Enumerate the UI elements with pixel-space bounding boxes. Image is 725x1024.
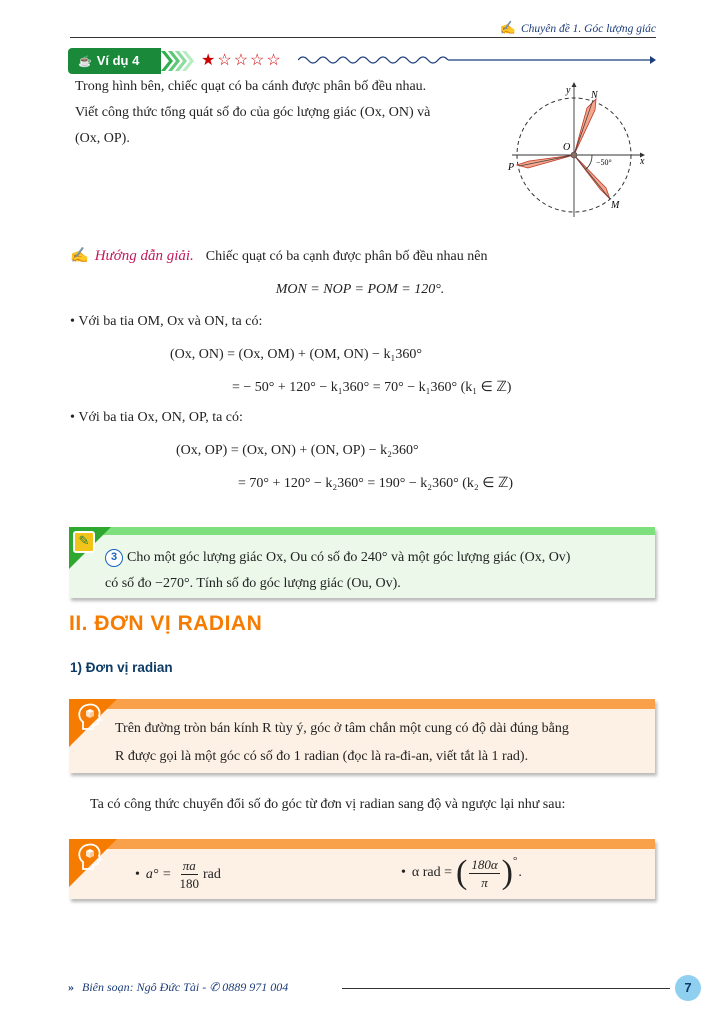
decorative-wave (298, 52, 658, 68)
definition-text (115, 715, 645, 771)
head-cube-icon (77, 703, 103, 731)
page-header (70, 14, 656, 38)
eq1-line1: (Ox, ON) = (Ox, OM) + (OM, ON) − k₁360° (170, 347, 422, 362)
solution-intro: Chiếc quạt có ba cạnh được phân bố đều nhau nên (205, 249, 488, 264)
label-y: y (566, 85, 571, 96)
guide-label-wrap (70, 248, 194, 264)
bullet-1: Với ba tia OM, Ox và ON, ta có: (78, 314, 263, 329)
example-label-pill (68, 48, 161, 74)
bullet-2-wrap (70, 410, 243, 426)
formula-2 (401, 853, 522, 893)
pencil-note-icon: ✎ (73, 531, 95, 553)
angle-label: −50° (596, 158, 612, 167)
example-label: Ví dụ 4 (96, 53, 140, 68)
chevrons-icon (161, 51, 201, 71)
example-banner (68, 48, 658, 74)
footer-author-wrap (68, 980, 288, 995)
double-chevron-icon: » (68, 980, 74, 994)
formula-box (69, 839, 655, 899)
formula-1-bullet: • (135, 866, 140, 882)
formula-2-lhs: α rad = (411, 865, 453, 880)
bullet-dot-2: • (70, 410, 79, 425)
footer-author: Biên soạn: Ngô Đức Tài - ✆ 0889 971 004 (82, 980, 289, 994)
bullet-2: Với ba tia Ox, ON, OP, ta có: (78, 410, 243, 425)
exercise-line-1: Cho một góc lượng giác Ox, Ou có số đo 240° và một góc lượng giác (Ox, Ov) (127, 550, 571, 565)
bullet-1-wrap (70, 314, 262, 330)
difficulty-stars: ★☆☆☆☆ (201, 50, 283, 69)
problem-line-3: (Ox, OP). (75, 131, 130, 146)
eq2-line2: = 70° + 120° − k₂360° = 190° − k₂360° (k₂ ∈ ℤ) (238, 476, 514, 491)
label-P: P (508, 162, 515, 173)
label-x: x (640, 156, 645, 167)
header-title: Chuyên đề 1. Góc lượng giác (520, 23, 656, 35)
coffee-cup-icon: ☕ (78, 56, 92, 68)
problem-line-1: Trong hình bên, chiếc quạt có ba cánh được phân bố đều nhau. (75, 79, 427, 94)
formula-1-denominator: 180 (179, 876, 199, 891)
definition-box (69, 699, 655, 773)
pen-icon: ✍ (70, 248, 89, 264)
formula-2-fraction (469, 856, 499, 891)
head-cube-icon-2 (77, 843, 103, 871)
arc-equation-wrap (200, 282, 520, 298)
formula-1 (135, 857, 221, 892)
label-O: O (563, 142, 571, 153)
exercise-line-2: có số đo −270°. Tính số đo góc lượng giác (Ou, Ov). (105, 576, 401, 591)
subsection-title: 1) Đơn vị radian (70, 660, 173, 675)
label-N: N (591, 90, 598, 101)
problem-line-2: Viết công thức tổng quát số đo của góc lượng giác (Ox, ON) và (75, 105, 431, 120)
exercise-text (105, 545, 645, 597)
guide-label: Hướng dẫn giải. (94, 248, 194, 264)
solution-intro-line (70, 246, 487, 265)
edit-icon: ✍ (499, 20, 516, 35)
definition-line-2: R được gọi là một góc có số đo 1 radian (đọc là ra-đi-an, viết tắt là 1 rad). (115, 749, 529, 764)
formula-2-denominator: π (481, 874, 488, 890)
eq2-line1: (Ox, OP) = (Ox, ON) + (ON, OP) − k₂360° (176, 443, 419, 458)
formula-2-period: . (518, 865, 522, 880)
conversion-intro: Ta có công thức chuyển đổi số đo góc từ đơn vị radian sang độ và ngược lại như sau: (90, 797, 566, 812)
arc-equation: MON = NOP = POM = 120°. (275, 282, 445, 297)
example-problem (75, 74, 495, 152)
section-title: II. ĐƠN VỊ RADIAN (69, 612, 263, 635)
formula-2-bullet: • (401, 865, 406, 880)
formula-1-numerator: πa (182, 858, 196, 873)
label-M: M (611, 200, 620, 211)
formula-1-unit: rad (202, 866, 221, 882)
page-number: 7 (675, 975, 701, 1001)
fan-figure (505, 74, 655, 224)
exercise-box (69, 527, 655, 598)
exercise-line-1-wrap (105, 545, 645, 571)
formula-2-superscript: ° (513, 855, 518, 867)
footer-rule (342, 988, 670, 989)
left-paren: ( (456, 854, 468, 891)
exercise-number: 3 (105, 549, 123, 567)
formula-1-lhs: a° = (145, 866, 172, 882)
definition-line-1: Trên đường tròn bán kính R tùy ý, góc ở tâm chắn một cung có độ dài đúng bằng (115, 721, 569, 736)
formula-1-fraction (179, 857, 199, 892)
formula-2-numerator: 180α (471, 856, 498, 872)
header-title-wrap (500, 20, 656, 36)
eq1-line2: = − 50° + 120° − k₁360° = 70° − k₁360° (k₁ ∈ ℤ) (232, 380, 512, 395)
right-paren: ) (501, 854, 513, 891)
bullet-dot-1: • (70, 314, 79, 329)
